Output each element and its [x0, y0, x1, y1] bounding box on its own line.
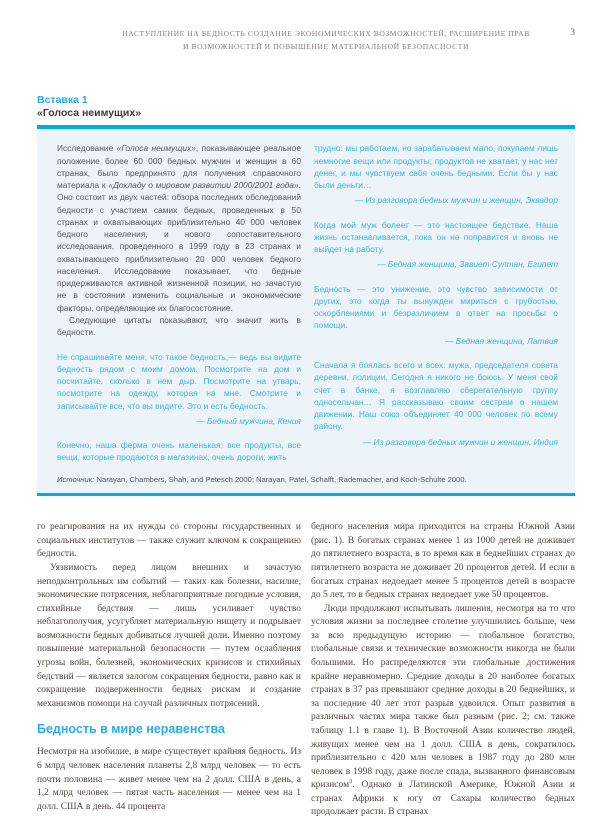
- section-heading-poverty-inequality: Бедность в мире неравенства: [37, 722, 225, 737]
- quote-india-text: Сначала я боялась всего и всех: мужа, председателя совета деревни, полиции. Сегодня я никого не боюсь. У меня свой счет в банке, я возглавляю сберегательную группу односельчан… Я рассказываю своим сестрам о нашем движении. Наш союз объединяет 40 000 человек по всему району.: [314, 360, 558, 432]
- box-label: Вставка 1: [37, 94, 88, 107]
- box-lead-paragraph: Следующие цитаты показывают, что значит жить в бедности.: [57, 315, 301, 338]
- body-left-para3: Несмотря на изобилие, в мире существует крайняя бедность. Из 6 млрд человек населения планеты 2,8 млрд человек — то есть почти половина — живет менее чем на 2 долл. США в день, а 1,2 млрд человек — пятая часть населения — менее чем на 1 долл. США в день. 44 процента: [37, 747, 301, 812]
- quote-egypt-attribution: — Бедная женщина, Завиет Султан, Египет: [377, 259, 558, 270]
- box-heading-block: [37, 94, 575, 120]
- body-right-para2-seg2: . Однако в Латинской Америке, Южной Азии и странах Африки к югу от Сахары количество бедных продолжает расти. В странах: [311, 780, 575, 818]
- footnote-marker: 3: [349, 778, 353, 786]
- intro-seg2: , показывающее реальное положение более 60 000 бедных мужчин и женщин в 60 странах, было предпринято для получения справочного материала к: [57, 143, 301, 191]
- box-columns: [57, 142, 558, 463]
- body-right-para2-seg1: Люди продолжают испытывать лишения, несмотря на то что условия жизни за последнее столетие улучшились больше, чем за всю предыдущую историю — глобальное богатство, глобальные связи и технические возможности никогда не были большими. Но распределяются эти глобальные достижения крайне неравномерно. Средние доходы в 20 наиболее богатых странах в 37 раз превышают средние доходы в 20 беднейших, и за последние 40 лет этот разрыв удвоился. Опыт развития в различных частях мира также был разным (рис. 2; см. также таблицу 1.1 в главе 1). В Восточной Азии количество людей, живущих менее чем на 1 долл. США в день, сократилось приблизительно с 420 млн человек в 1987 году до 280 млн человек в 1998 году, даже после спада, вызванного финансовым кризисом: [311, 603, 575, 791]
- page-number: 3: [570, 28, 575, 38]
- intro-italic-title: «Голоса неимущих»: [116, 143, 196, 154]
- intro-italic-report: «Докладу о мировом развитии 2000/2001 года»: [108, 180, 299, 191]
- box-intro-paragraph: [57, 142, 301, 314]
- quote-egypt-text: Когда мой муж болеет — это настоящее бедствие. Наша жизнь останавливается, пока он не поправится и вновь не выйдет на работу.: [314, 219, 558, 255]
- quote-ecuador-start: Конечно, наша ферма очень маленькая; все продукты, все вещи, которые продаются в магазинах, очень дороги; жить: [57, 440, 301, 463]
- body-column-left: [37, 521, 301, 820]
- quote-ecuador-end: трудно: мы работаем, но зарабатываем мало, покупаем лишь немногие вещи или продукты; продуктов не хватает, у нас нет денег, и мы чувствуем себя очень бедными. Если бы у нас были деньги…: [314, 143, 558, 191]
- quote-latvia-attribution: — Бедная женщина, Латвия: [444, 335, 558, 346]
- body-left-para2: Уязвимость перед лицом внешних и зачастую неподконтрольных им событий — таких как болезни, насилие, экономические потрясения, неблагоприятные погодные условия, стихийные бедствия — лишь усиливает чувство неблагополучия, усугубляет материальную нищету и подрывает возможности бедных добиваться лучшей доли. Именно поэтому повышение материальной безопасности — путем ослабления угрозы войн, болезней, экономических кризисов и стихийных бедствий — является залогом сокращения бедности, равно как и сокращение подверженности бедных рискам и создание механизмов помощи на случай различных потрясений.: [37, 563, 301, 709]
- voices-of-poor-box: [37, 125, 575, 496]
- box-column-left: [57, 142, 301, 463]
- running-head-line2: И ВОЗМОЖНОСТЕЙ И ПОВЫШЕНИЕ МАТЕРИАЛЬНОЙ БЕЗОПАСНОСТИ: [183, 41, 469, 51]
- intro-seg3: . Оно состоит из двух частей: обзора последних обследований бедности с участием самих бедных, проведенных в 50 странах и охватывающих приблизительно 40 000 человек бедного населения, и нового сопоставительного исследования, проведенного в 1999 году в 23 странах и охватывающего приблизительно 20 000 человек бедного населения. Исследование показывает, что бедные придерживаются активной жизненной позиции, но зачастую не в состоянии изменить социальные и экономические факторы, определяющие их благосостояние.: [57, 180, 301, 313]
- quote-india-attribution: — Из разговора бедных мужчин и женщин, Индия: [362, 436, 558, 447]
- running-head-line1: НАСТУПЛЕНИЕ НА БЕДНОСТЬ СОЗДАНИЕ ЭКОНОМИЧЕСКИХ ВОЗМОЖНОСТЕЙ, РАСШИРЕНИЕ ПРАВ: [122, 29, 530, 38]
- intro-seg1: Исследование: [57, 143, 117, 154]
- running-head: [37, 28, 557, 53]
- body-right-para1: бедного населения мира приходится на страны Южной Азии (рис. 1). В богатых странах менее 1 из 1000 детей не доживает до пятилетнего возраста, в то время как в беднейших странах до пятилетнего возраста не доживает 20 процентов детей. И если в богатых странах недоедает менее 5 процентов детей в возрасте до 5 лет, то в бедных странах недоедает уже 50 процентов.: [311, 522, 575, 601]
- box-source-line: [57, 475, 558, 486]
- quote-kenya-attribution: — Бедный мужчина, Кения: [196, 415, 301, 426]
- source-text: Narayan, Chambers, Shah, and Petesch 2000; Narayan, Patel, Schafft, Rademacher, and Koch-Schulte 2000.: [94, 474, 467, 484]
- body-left-para1: го реагирования на их нужды со стороны государственных и социальных институтов — также служит ключом к сокращению бедности.: [37, 522, 301, 560]
- source-label: Источник:: [57, 474, 95, 484]
- body-text: [37, 521, 575, 820]
- quote-kenya-text: Не спрашивайте меня, что такое бедность,— ведь вы видите бедность рядом с моим домом. Посмотрите на дом и посчитайте, сколько в нем дыр. Посмотрите на утварь, посмотрите на одежду, которая на мне. Смотрите и записывайте все, что вы видите. Это и есть бедность.: [57, 351, 301, 411]
- page-header: [37, 28, 575, 53]
- body-right-para2: [311, 603, 575, 820]
- box-title: «Голоса неимущих»: [37, 107, 142, 120]
- box-column-right: [314, 142, 558, 463]
- body-column-right: [311, 521, 575, 820]
- quote-ecuador-attribution: — Из разговора бедных мужчин и женщин, Эквадор: [354, 195, 558, 206]
- quote-latvia-text: Бедность — это унижение, это чувство зависимости от других, это когда ты вынужден мириться с грубостью, оскорблениями и безразличием в ответ на просьбы о помощи.: [314, 283, 558, 331]
